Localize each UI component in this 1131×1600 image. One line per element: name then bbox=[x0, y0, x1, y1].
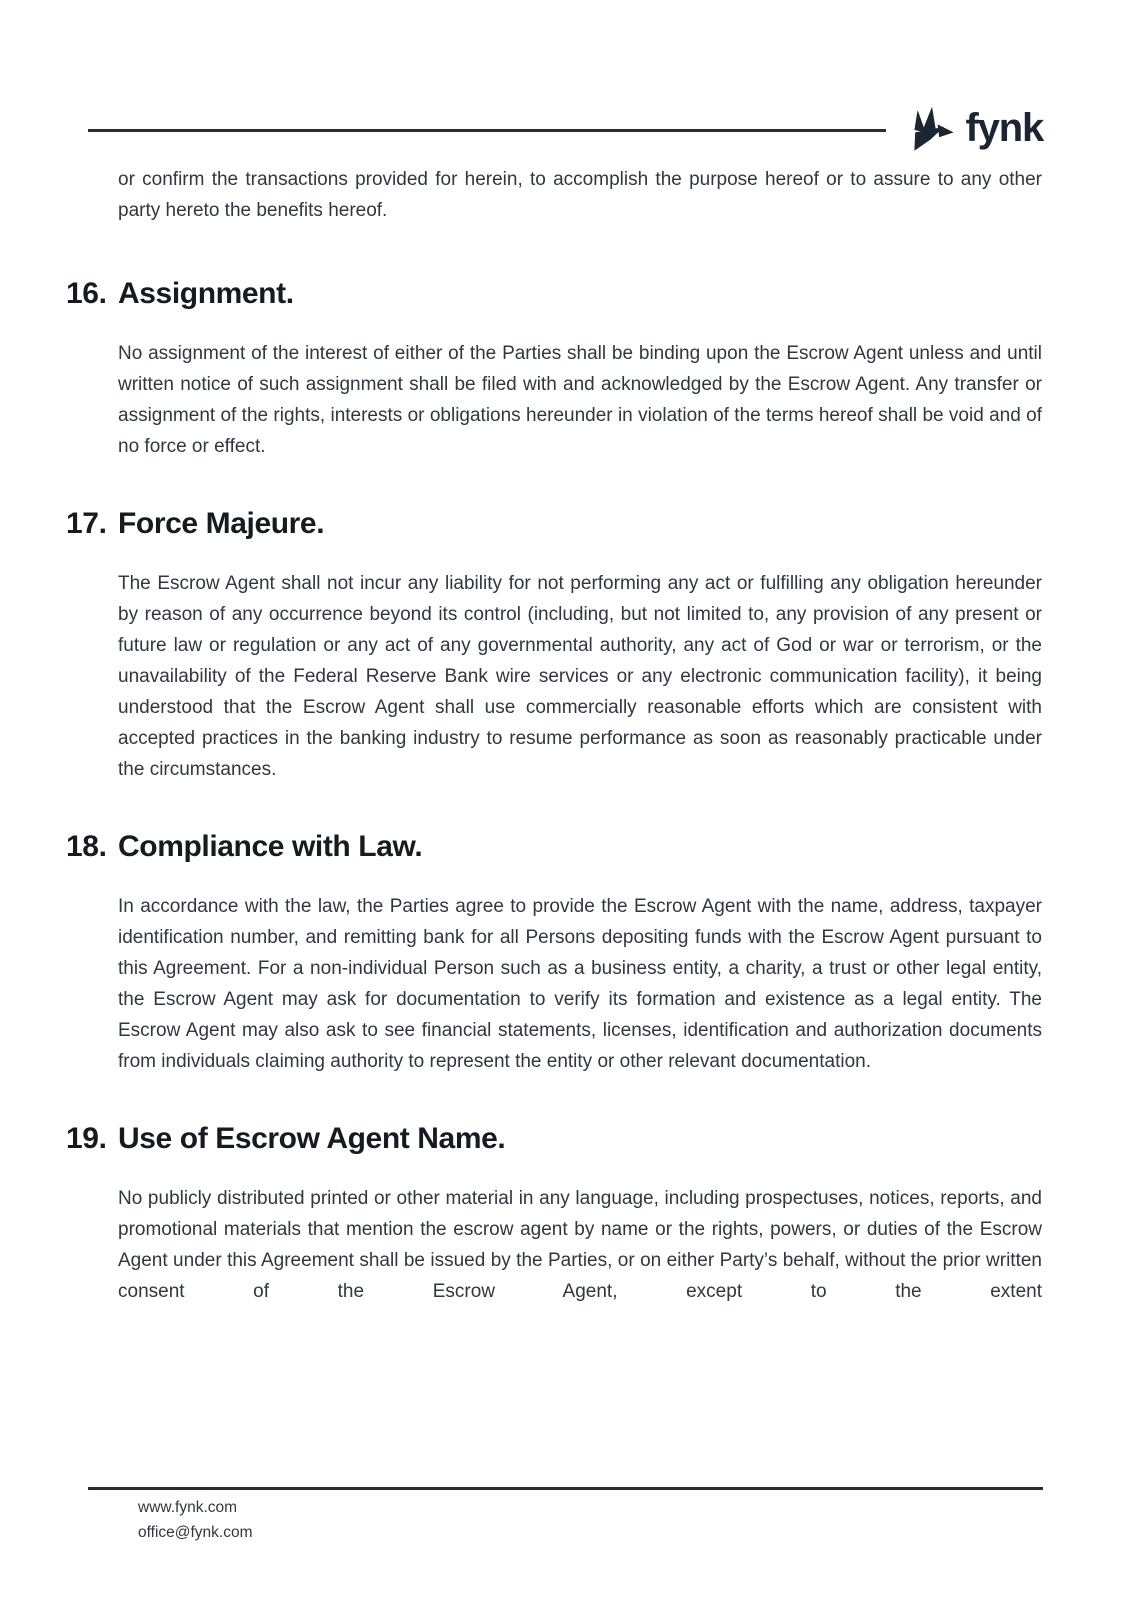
section-heading bbox=[66, 276, 1042, 312]
brand-wordmark: fynk bbox=[965, 106, 1043, 150]
footer-website-link[interactable]: www.fynk.com bbox=[138, 1499, 238, 1516]
section-heading bbox=[66, 506, 1042, 542]
section-title: Compliance with Law. bbox=[118, 830, 423, 863]
section-body: The Escrow Agent shall not incur any liability for not performing any act or fulfilling any obligation hereunder by reason of any occurrence beyond its control (including, but not limited to, any provision of any present or future law or regulation or any act of any governmental authority, any act of God or war or terrorism, or the unavailability of the Federal Reserve Bank wire services or any electronic communication facility), it being understood that the Escrow Agent shall use commercially reasonable efforts which are consistent with accepted practices in the banking industry to resume performance as soon as reasonably practicable under the circumstances. bbox=[118, 573, 1042, 780]
contract-sections bbox=[0, 276, 1131, 1307]
contract-section bbox=[0, 829, 1131, 1077]
section-body: In accordance with the law, the Parties agree to provide the Escrow Agent with the name, address, taxpayer identification number, and remitting bank for all Persons depositing funds with the Escrow Agent pursuant to this Agreement. For a non-individual Person such as a business entity, a charity, a trust or other legal entity, the Escrow Agent may ask for documentation to verify its formation and existence as a legal entity. The Escrow Agent may also ask to see financial statements, licenses, identification and authorization documents from individuals claiming authority to represent the entity or other relevant documentation. bbox=[118, 896, 1042, 1072]
contract-section bbox=[0, 1121, 1131, 1307]
brand-logo bbox=[908, 103, 1043, 157]
section-number: 17. bbox=[66, 507, 107, 540]
intro-paragraph: or confirm the transactions provided for herein, to accomplish the purpose hereof or to assure to any other party hereto the benefits hereof. bbox=[118, 169, 1042, 221]
header-rule bbox=[88, 129, 886, 132]
footer-rule bbox=[88, 1487, 1043, 1490]
section-title: Assignment. bbox=[118, 277, 294, 310]
contract-section bbox=[0, 506, 1131, 785]
section-number: 19. bbox=[66, 1122, 107, 1155]
section-heading bbox=[66, 829, 1042, 865]
footer-contact bbox=[138, 1495, 1131, 1545]
footer-email-link[interactable]: office@fynk.com bbox=[138, 1524, 253, 1541]
page-header bbox=[88, 102, 1043, 158]
section-number: 16. bbox=[66, 277, 107, 310]
section-title: Force Majeure. bbox=[118, 507, 325, 540]
section-body: No assignment of the interest of either of the Parties shall be binding upon the Escrow Agent unless and until written notice of such assignment shall be filed with and acknowledged by the Escrow Agent. Any transfer or assignment of the rights, interests or obligations hereunder in violation of the terms hereof shall be void and of no force or effect. bbox=[118, 343, 1042, 457]
contract-section bbox=[0, 276, 1131, 462]
section-heading bbox=[66, 1121, 1042, 1157]
section-number: 18. bbox=[66, 830, 107, 863]
origami-bird-icon bbox=[908, 103, 956, 157]
section-body: No publicly distributed printed or other material in any language, including prospectuses, notices, reports, and promotional materials that mention the escrow agent by name or the rights, powers, or duties of the Escrow Agent under this Agreement shall be issued by the Parties, or on either Party’s behalf, without the prior written consent of the Escrow Agent, except to the extent bbox=[118, 1188, 1042, 1302]
page-footer bbox=[0, 1487, 1131, 1545]
section-title: Use of Escrow Agent Name. bbox=[118, 1122, 506, 1155]
